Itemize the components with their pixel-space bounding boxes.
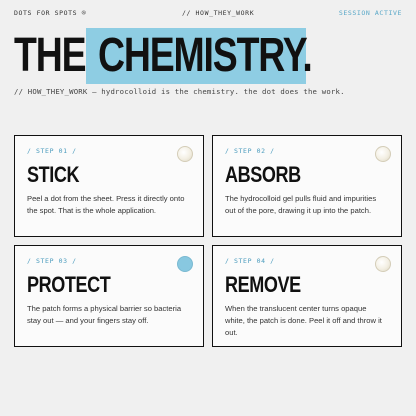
patch-dot-icon — [177, 146, 193, 162]
step-title: PROTECT — [27, 272, 111, 297]
session-status: SESSION ACTIVE — [338, 9, 402, 17]
step-label: / STEP 01 / — [27, 147, 77, 155]
hero-heading — [14, 28, 404, 84]
route-label: // HOW_THEY_WORK — [182, 9, 255, 17]
hero-word-chemistry: CHEMISTRY. — [98, 29, 312, 82]
step-card-absorb — [212, 135, 402, 237]
step-description: The patch forms a physical barrier so bacteria stay out — and your fingers stay off. — [27, 304, 182, 325]
patch-dot-icon-blue — [177, 256, 193, 272]
step-label: / STEP 03 / — [27, 257, 77, 265]
step-title: STICK — [27, 162, 80, 187]
patch-dot-icon — [375, 256, 391, 272]
step-label: / STEP 02 / — [225, 147, 275, 155]
step-title: ABSORB — [225, 162, 301, 187]
step-label: / STEP 04 / — [225, 257, 275, 265]
step-description: The hydrocolloid gel pulls fluid and impurities out of the pore, drawing it up into the patch. — [225, 194, 377, 215]
step-card-remove — [212, 245, 402, 347]
hero-word-the: THE — [14, 29, 86, 82]
step-card-stick — [14, 135, 204, 237]
section-subline: // HOW_THEY_WORK — hydrocolloid is the chemistry. the dot does the work. — [14, 87, 345, 96]
brand-logo-text[interactable]: DOTS FOR SPOTS ® — [14, 9, 87, 17]
step-title: REMOVE — [225, 272, 301, 297]
step-description: When the translucent center turns opaque white, the patch is done. Peel it off and throw it out. — [225, 304, 382, 337]
step-description: Peel a dot from the sheet. Press it directly onto the spot. That is the whole application. — [27, 194, 185, 215]
patch-dot-icon — [375, 146, 391, 162]
steps-grid — [14, 135, 404, 347]
top-bar — [14, 9, 402, 19]
step-card-protect — [14, 245, 204, 347]
